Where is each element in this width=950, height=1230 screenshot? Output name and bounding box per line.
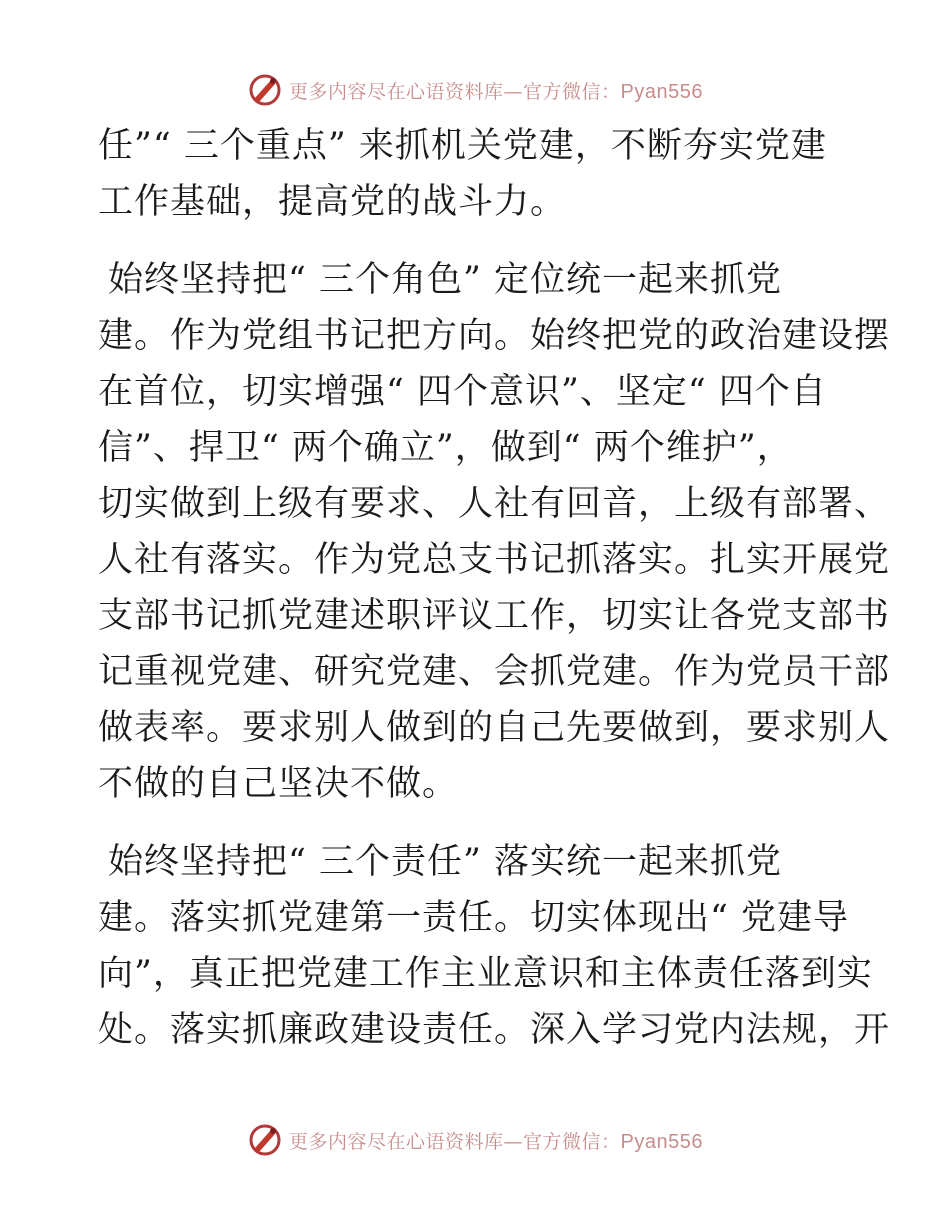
document-body (98, 118, 891, 1058)
paragraph (98, 834, 891, 1058)
header-banner (0, 70, 950, 110)
red-pen-circle-icon (247, 72, 283, 108)
text-line: 任”“ 三个重点” 来抓机关党建，不断夯实党建 (98, 126, 827, 166)
text-line: 做表率。要求别人做到的自己先要做到，要求别人 (98, 708, 891, 748)
text-line: 向”，真正把党建工作主业意识和主体责任落到实 (98, 954, 873, 994)
text-line: 始终坚持把“ 三个责任” 落实统一起来抓党 (108, 842, 783, 882)
paragraph (98, 118, 858, 230)
text-line: 建。作为党组书记把方向。始终把党的政治建设摆 (98, 316, 891, 356)
banner-text: 更多内容尽在心语资料库—官方微信：Pyan556 (289, 80, 703, 103)
wechat-id: Pyan556 (620, 80, 703, 103)
text-line: 信”、捍卫“ 两个确立”，做到“ 两个维护”， (98, 428, 793, 468)
banner-text: 更多内容尽在心语资料库—官方微信：Pyan556 (289, 1130, 703, 1153)
text-line: 记重视党建、研究党建、会抓党建。作为党员干部 (98, 652, 891, 692)
paragraph (98, 252, 891, 812)
text-line: 建。落实抓党建第一责任。切实体现出“ 党建导 (98, 898, 850, 938)
text-line: 在首位，切实增强“ 四个意识”、坚定“ 四个自 (98, 372, 827, 412)
footer-banner (0, 1120, 950, 1160)
text-line: 切实做到上级有要求、人社有回音，上级有部署、 (98, 484, 891, 524)
text-line: 处。落实抓廉政建设责任。深入学习党内法规，开 (98, 1010, 891, 1050)
text-line: 支部书记抓党建述职评议工作，切实让各党支部书 (98, 596, 891, 636)
wechat-id: Pyan556 (620, 1130, 703, 1153)
red-pen-circle-icon (247, 1122, 283, 1158)
text-line: 始终坚持把“ 三个角色” 定位统一起来抓党 (108, 260, 783, 300)
text-line: 不做的自己坚决不做。 (98, 764, 459, 804)
text-line: 人社有落实。作为党总支书记抓落实。扎实开展党 (98, 540, 891, 580)
text-line: 工作基础，提高党的战斗力。 (98, 182, 567, 222)
